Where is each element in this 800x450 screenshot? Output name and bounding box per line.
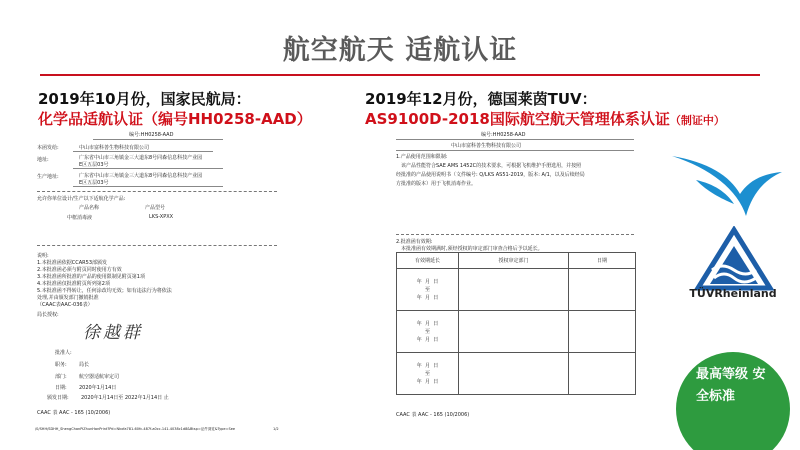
form-number: CAAC 表 AAC - 165 (10/2006): [396, 412, 470, 418]
table-row: [397, 311, 636, 353]
product-model: LKS-XPXX: [149, 214, 174, 220]
note-4: 4.本批准函仅批准附页所列第2项: [37, 281, 110, 287]
section-2-title: 2.批准函有效期:: [396, 239, 433, 245]
right-subheading-wrap: [365, 108, 725, 129]
authorized-by-label: 局长授权:: [37, 312, 59, 318]
section-1-title: 1.产品使用范围和限制:: [396, 154, 448, 160]
year-char: 年: [416, 320, 422, 327]
year-char: 年: [416, 278, 422, 285]
year-char: 年: [416, 378, 422, 385]
address-line-1: 广东省中山市三角镇金三大道东8号同森信息科技产业园: [79, 155, 203, 161]
note-5: 5.本批准函不得转让，任何涂改均无效；如有违法行为将依法: [37, 288, 172, 294]
column-product-name: 产品名称: [79, 205, 100, 211]
page-number: 1/2: [273, 427, 279, 431]
month-char: 月: [424, 294, 430, 301]
table-row: [397, 269, 636, 311]
approver-label: 批准人:: [55, 350, 72, 356]
note-7: （CAAC表AAC-036表）: [37, 302, 93, 308]
title-value: 局长: [79, 362, 90, 368]
right-heading: 2019年12月份，德国莱茵TUV：: [365, 90, 597, 108]
section-1-line-2: 经批准的产品使用说明书（文件编号: Q/LKS AS51-2019，版本: A/1，以及后续经局: [396, 172, 585, 178]
month-char: 月: [424, 320, 430, 327]
form-number: CAAC 表 AAC - 165 (10/2006): [37, 410, 111, 416]
product-name: 中框消毒液: [67, 215, 93, 221]
day-char: 日: [433, 278, 439, 285]
to-char: 至: [424, 370, 430, 377]
left-subheading: 化学品适航认证（编号HH0258-AAD）: [38, 110, 312, 128]
note-3: 3.本批准函所批准的产品的使用限制见附页第1项: [37, 274, 145, 280]
slide-title: 航空航天 适航认证: [282, 35, 518, 66]
handwritten-signature: 徐越群: [83, 323, 143, 343]
month-char: 月: [424, 378, 430, 385]
title-divider: [40, 74, 760, 76]
approval-text: 允许你单位设计/生产以下适航化学产品:: [37, 196, 126, 202]
table-row: [397, 353, 636, 395]
title-label: 职务:: [55, 362, 67, 368]
address-line-2: E区五层03号: [79, 162, 109, 168]
company-name: 中山市富科善生物科技有限公司: [451, 143, 522, 149]
section-2-text: 本批准函有效期满时,须经授权的审定部门审查合格后予以延长。: [401, 246, 543, 252]
day-char: 日: [433, 362, 439, 369]
day-char: 日: [433, 378, 439, 385]
date-value: 2020年1月14日: [79, 385, 117, 391]
tuv-rheinland-text: TÜVRheinland: [689, 287, 777, 300]
right-subheading-suffix: （制证中）: [669, 114, 725, 127]
applicant-value: 中山市富科善生物科技有限公司: [79, 145, 150, 151]
note-2: 2.本批准函必须与附页同时使用方有效: [37, 267, 122, 273]
dept-value: 航空器适航审定司: [79, 374, 120, 380]
section-1-line-3: 方批准的版本）用于飞机消毒作业。: [396, 181, 477, 187]
address-label: 地址:: [37, 157, 49, 163]
note-6: 处理,并由颁发部门撤销批准: [37, 295, 99, 301]
notes-title: 说明:: [37, 253, 49, 259]
issued-value: 2020年1月14日至 2022年1月14日 止: [81, 395, 169, 401]
column-validity: 有效期延长: [397, 253, 459, 269]
doc-number: 编号:HH0258-AAD: [481, 132, 526, 138]
section-1-line-1: 该产品性能符合SAE AMS 1452C的技术要求，可根据飞机维护手册选用，并按照: [401, 163, 582, 169]
production-line-2: E区五层03号: [79, 180, 109, 186]
applicant-label: 本函发给:: [37, 145, 59, 151]
day-char: 日: [433, 336, 439, 343]
month-char: 月: [424, 336, 430, 343]
print-url: /0/SHH/SDHH_ShengChanPiZhunHanPrint?Pd=Nkxfa781-60fc-487f-a0cc-141-4038c1d8&Btsp=证件浏览&Type=See: [35, 427, 236, 431]
airline-wing-logo: [668, 142, 786, 220]
year-char: 年: [416, 336, 422, 343]
production-label: 生产地址:: [37, 174, 59, 180]
column-date: 日期: [569, 253, 636, 269]
note-1: 1.本批准函依据CCAR53部颁发: [37, 260, 108, 266]
column-dept: 授权审定部门: [459, 253, 569, 269]
validity-extension-table: [396, 252, 636, 395]
caac-certificate-document: [33, 128, 288, 436]
right-subheading: AS9100D-2018国际航空航天管理体系认证: [365, 110, 670, 128]
date-label: 日期:: [55, 385, 67, 391]
appendix-document: [393, 128, 639, 426]
doc-number: 编号:HH0258-AAD: [129, 132, 174, 138]
safety-standard-badge: 最高等级 安全标准: [676, 352, 790, 450]
day-char: 日: [433, 294, 439, 301]
issued-label: 颁发日期:: [47, 395, 69, 401]
dept-label: 部门:: [55, 374, 67, 380]
day-char: 日: [433, 320, 439, 327]
year-char: 年: [416, 294, 422, 301]
month-char: 月: [424, 278, 430, 285]
year-char: 年: [416, 362, 422, 369]
left-heading: 2019年10月份，国家民航局：: [38, 90, 251, 108]
production-line-1: 广东省中山市三角镇金三大道东8号同森信息科技产业园: [79, 173, 203, 179]
to-char: 至: [424, 328, 430, 335]
column-product-model: 产品型号: [145, 205, 166, 211]
to-char: 至: [424, 286, 430, 293]
month-char: 月: [424, 362, 430, 369]
